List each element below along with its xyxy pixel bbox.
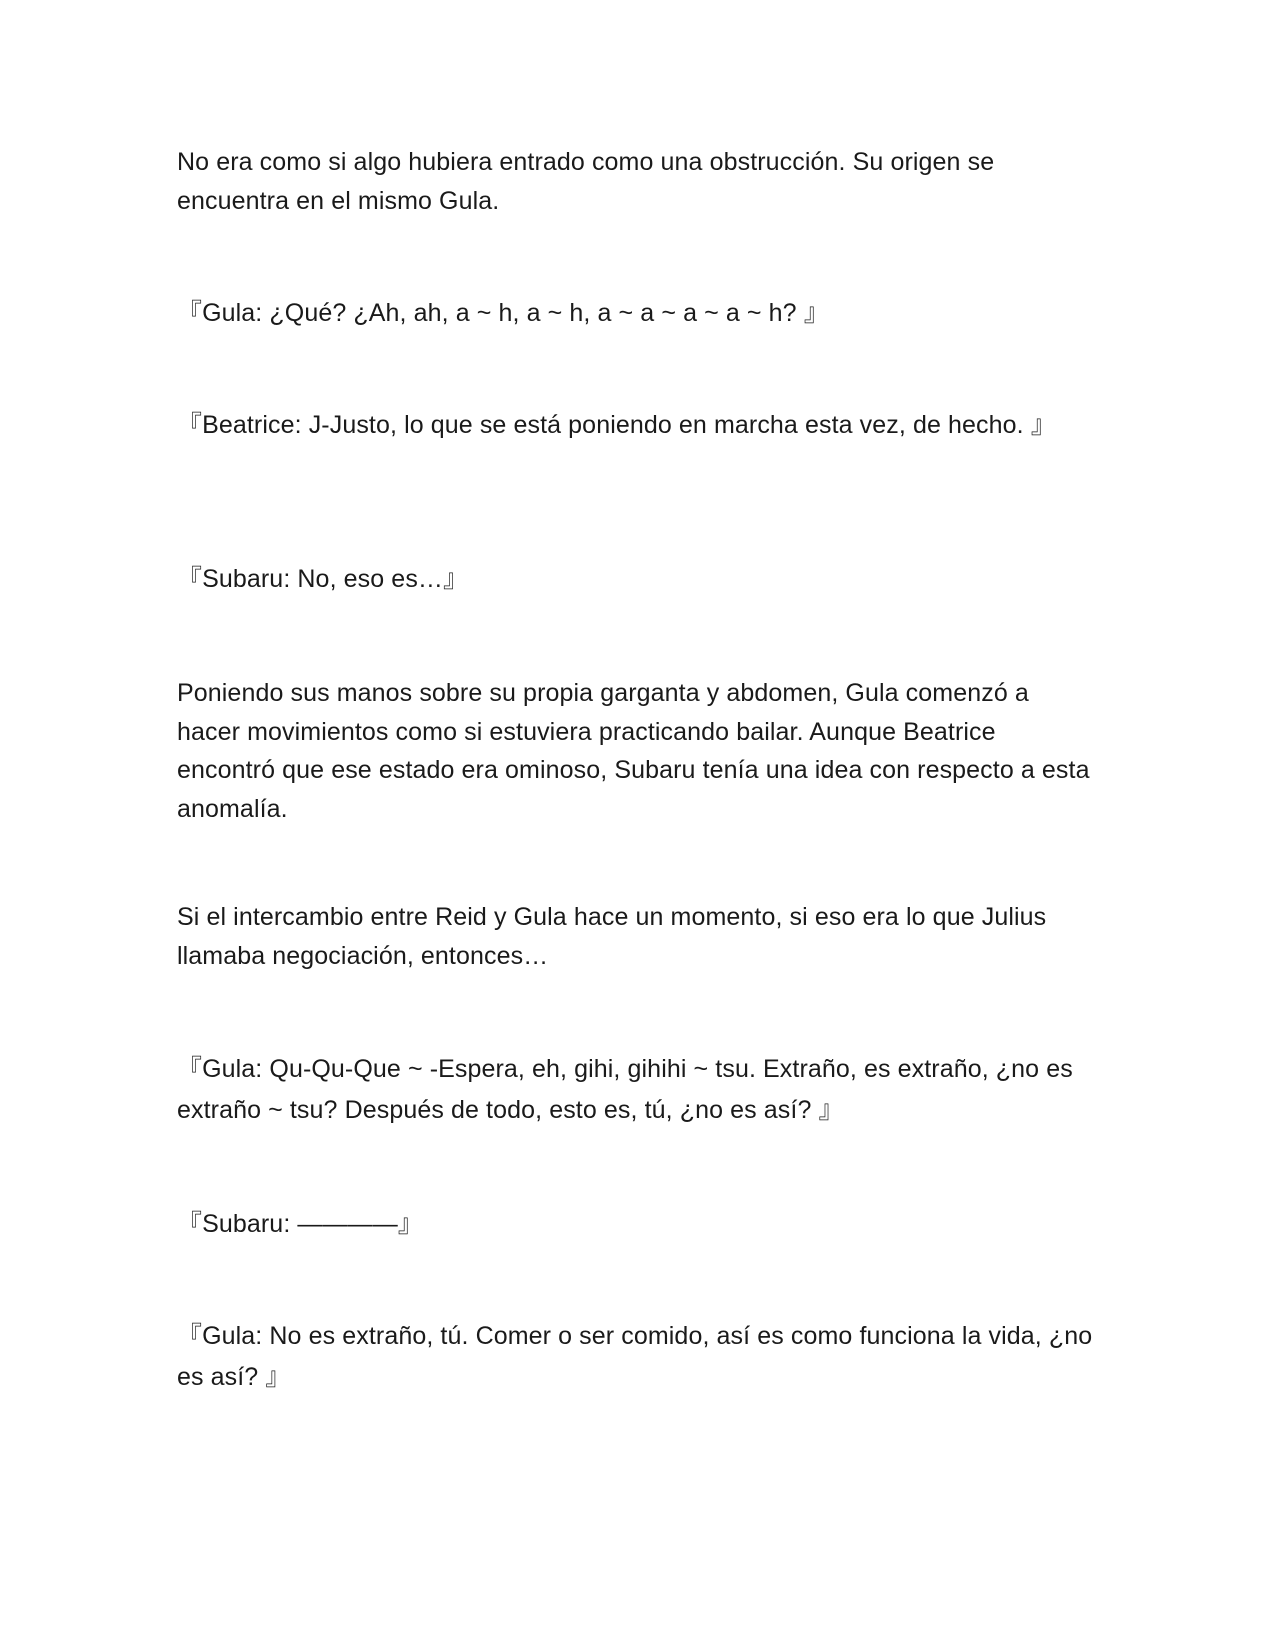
dialogue-beatrice-1: 『Beatrice: J-Justo, lo que se está poniendo en marcha esta vez, de hecho. 』 [177, 411, 1056, 439]
paragraph-narration-2: Poniendo sus manos sobre su propia garganta y abdomen, Gula comenzó a hacer movimientos como si estuviera practicando bailar. Aunque Beatrice encontró que ese estado era ominoso, Subaru tenía una idea con respecto a esta anomalía. [177, 679, 1090, 823]
dialogue-gula-1: 『Gula: ¿Qué? ¿Ah, ah, a ~ h, a ~ h, a ~ a ~ a ~ a ~ h? 』 [177, 299, 829, 327]
dialogue-gula-2: 『Gula: Qu-Qu-Que ~ -Espera, eh, gihi, gihihi ~ tsu. Extraño, es extraño, ¿no es extraño ~ tsu? Después de todo, esto es, tú, ¿no es así? 』 [177, 1055, 1073, 1124]
paragraph-narration-1: No era como si algo hubiera entrado como una obstrucción. Su origen se encuentra en el mismo Gula. [177, 148, 995, 215]
dialogue-subaru-2: 『Subaru: ————』 [177, 1210, 423, 1238]
dialogue-gula-3: 『Gula: No es extraño, tú. Comer o ser comido, así es como funciona la vida, ¿no es así? 』 [177, 1322, 1093, 1391]
paragraph-narration-3: Si el intercambio entre Reid y Gula hace un momento, si eso era lo que Julius llamaba negociación, entonces… [177, 903, 1047, 970]
dialogue-subaru-1: 『Subaru: No, eso es…』 [177, 565, 469, 593]
